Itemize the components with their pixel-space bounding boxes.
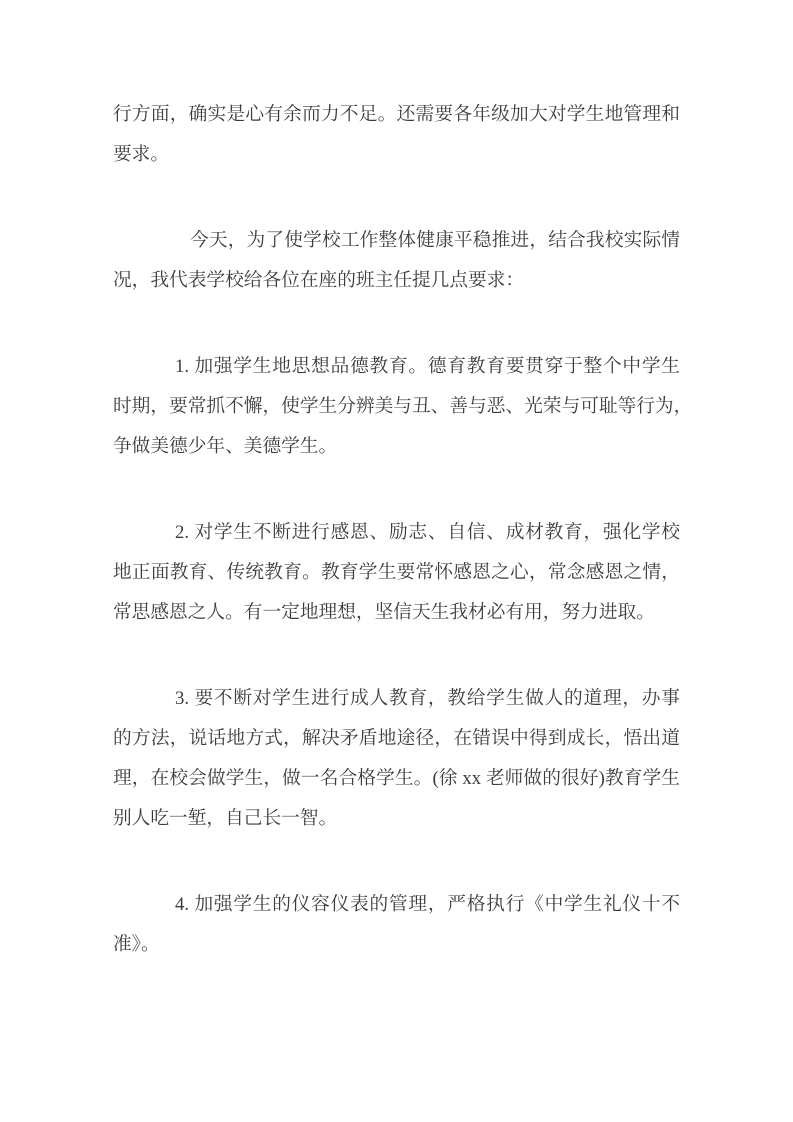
paragraph-line: 别人吃一堑，自己长一智。: [113, 808, 338, 829]
paragraph-line: 争做美德少年、美德学生。: [113, 436, 338, 457]
document-body: [113, 95, 693, 965]
paragraph-line: 地正面教育、传统教育。教育学生要常怀感恩之心，常念感恩之情，: [113, 562, 680, 583]
paragraph: [113, 679, 680, 839]
paragraph-line: 1. 加强学生地思想品德教育。德育教育要贯穿于整个中学生: [175, 356, 680, 377]
paragraph-line: 时期，要常抓不懈，使学生分辨美与丑、善与恶、光荣与可耻等行为，: [113, 396, 693, 417]
paragraph: [113, 347, 693, 467]
paragraph: [113, 221, 680, 301]
paragraph-line: 今天，为了使学校工作整体健康平稳推进，结合我校实际情: [190, 230, 680, 251]
paragraph-line: 2. 对学生不断进行感恩、励志、自信、成材教育，强化学校: [175, 522, 680, 543]
paragraph: [113, 95, 680, 175]
paragraph-line: 行方面，确实是心有余而力不足。还需要各年级加大对学生地管理和: [113, 104, 680, 125]
paragraph-line: 3. 要不断对学生进行成人教育，教给学生做人的道理，办事: [175, 688, 680, 709]
paragraph-line: 常思感恩之人。有一定地理想，坚信天生我材必有用，努力进取。: [113, 602, 655, 623]
paragraph-line: 的方法，说话地方式，解决矛盾地途径，在错误中得到成长，悟出道: [113, 728, 680, 749]
paragraph: [113, 513, 680, 633]
paragraph-line: 要求。: [113, 144, 170, 165]
paragraph-line: 况，我代表学校给各位在座的班主任提几点要求：: [113, 270, 525, 291]
paragraph-line: 4. 加强学生的仪容仪表的管理，严格执行《中学生礼仪十不: [175, 894, 680, 915]
paragraph: [113, 885, 680, 965]
paragraph-line: 准》。: [113, 934, 160, 955]
paragraph-line: 理，在校会做学生，做一名合格学生。(徐 xx 老师做的很好)教育学生: [113, 768, 680, 789]
